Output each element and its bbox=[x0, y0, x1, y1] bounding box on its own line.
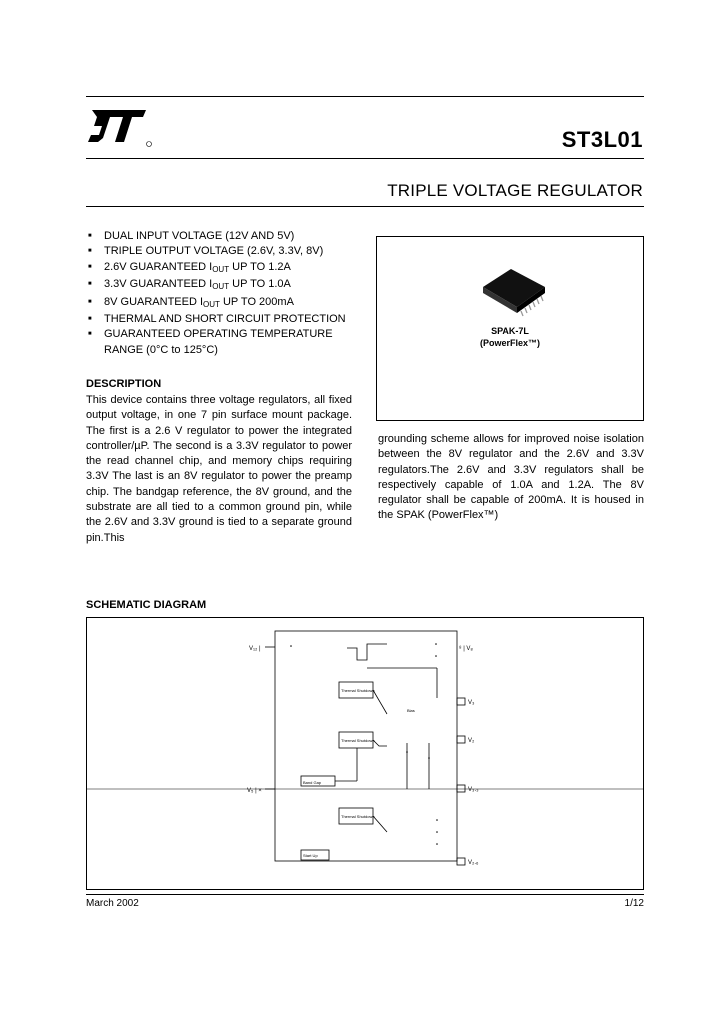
schematic-heading: SCHEMATIC DIAGRAM bbox=[86, 599, 207, 611]
bullet-icon: ■ bbox=[88, 281, 92, 288]
output-label-v3: V₃ bbox=[468, 700, 475, 706]
feature-item: ■ 2.6V GUARANTEED $I_{OUT}$ UP TO 1.2A bbox=[88, 260, 291, 274]
description-column-2: grounding scheme allows for improved noise isolation between the 8V regulator and the 2.6V and 3.3V regulators.The 2.6V and 3.3V regulators shall be respectively capable of 1.0A and 1.2A. The 8V regulator shall be capable of 200mA. It is housed in the SPAK (PowerFlex™) bbox=[378, 433, 644, 522]
package-caption bbox=[377, 325, 643, 349]
chip-outline bbox=[275, 631, 457, 861]
output-label-v33: V₃.₃ bbox=[468, 787, 479, 793]
bullet-icon: ■ bbox=[88, 233, 92, 239]
schematic-drawing bbox=[87, 618, 643, 889]
vcc-mid-label: V₅ | × bbox=[247, 788, 262, 794]
bandgap-label: Band Gap bbox=[303, 780, 322, 785]
bullet-icon: ■ bbox=[88, 316, 92, 323]
bullet-icon: ■ bbox=[88, 248, 92, 255]
document-subtitle: TRIPLE VOLTAGE REGULATOR bbox=[387, 181, 643, 200]
pin-box bbox=[457, 858, 465, 865]
top-rule bbox=[86, 96, 644, 97]
feature-list bbox=[86, 229, 366, 358]
output-label-v26: V₂.₆ bbox=[468, 860, 479, 866]
description-column-1: This device contains three voltage regulators, all fixed output voltage, in one 7 pin surface mount package. The first is a 2.6 V regulator to power the integrated controller/µP. The second is a 3.3V regulator to power the read channel chip, and memory chips requiring 3.3V The last is an 8V regulator to power the preamp chip. The bandgap reference, the 8V ground, and the substrate are all tied to a common ground pin, while the 2.6V and 3.3V ground is tied to a separate ground pin.This bbox=[86, 394, 352, 544]
output-label-v2: V₂ bbox=[468, 738, 475, 744]
feature-item: ■ THERMAL AND SHORT CIRCUIT PROTECTION bbox=[86, 312, 366, 327]
description-heading: DESCRIPTION bbox=[86, 378, 162, 390]
st-logo bbox=[86, 104, 156, 148]
feature-item: ■ DUAL INPUT VOLTAGE (12V AND 5V) bbox=[86, 229, 366, 244]
vcc-top-label: V₁₂ | bbox=[249, 646, 261, 652]
feature-item: ■ 3.3V GUARANTEED $I_{OUT}$ UP TO 1.0A bbox=[88, 278, 291, 292]
ic-package-image bbox=[479, 261, 549, 321]
pin-box bbox=[457, 736, 465, 743]
thermal-label-3: Thermal Shutdown bbox=[341, 814, 375, 819]
schematic-diagram bbox=[86, 617, 644, 890]
pin-box bbox=[457, 698, 465, 705]
package-figure bbox=[376, 236, 644, 421]
bullet-icon: ■ bbox=[88, 298, 92, 305]
footer-date: March 2002 bbox=[86, 898, 139, 909]
st-logo-mark bbox=[88, 110, 152, 147]
part-number: ST3L01 bbox=[561, 127, 643, 152]
package-name: SPAK-7L bbox=[491, 326, 529, 336]
thermal-label-2: Thermal Shutdown bbox=[341, 738, 375, 743]
feature-item: ■ 8V GUARANTEED $I_{OUT}$ UP TO 200mA bbox=[88, 295, 294, 309]
startup-label: Start Up bbox=[303, 853, 318, 858]
pin-box bbox=[457, 785, 465, 792]
title-rule bbox=[86, 158, 644, 159]
output-label-v8: ⁸ | V₈ bbox=[459, 646, 473, 652]
feature-item: ■ TRIPLE OUTPUT VOLTAGE (2.6V, 3.3V, 8V) bbox=[86, 244, 366, 259]
bias-label: Bias bbox=[407, 708, 415, 713]
bullet-icon: ■ bbox=[88, 331, 92, 338]
feature-item: ■ GUARANTEED OPERATING TEMPERATURE RANGE (0°C to 125°C) bbox=[88, 328, 333, 356]
bullet-icon: ■ bbox=[88, 263, 92, 270]
footer-rule bbox=[86, 894, 644, 895]
subtitle-rule bbox=[86, 206, 644, 207]
package-trade-name: (PowerFlex™) bbox=[479, 338, 540, 348]
thermal-label-1: Thermal Shutdown bbox=[341, 688, 375, 693]
footer-page-number: 1/12 bbox=[624, 898, 644, 909]
